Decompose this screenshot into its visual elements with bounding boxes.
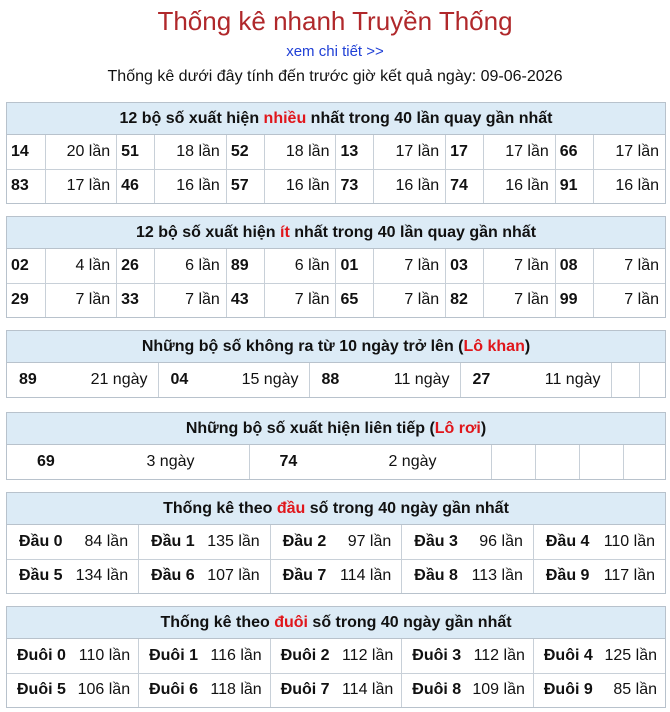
lo-khan-table (7, 363, 665, 397)
head-digit-label: Đầu 3 (414, 532, 458, 550)
head-digit-count: 96 lần (479, 532, 523, 550)
list-item (270, 673, 402, 707)
list-item (158, 363, 309, 397)
tail-digit-count: 112 lần (341, 646, 394, 664)
tail-digit-label: Đuôi 0 (17, 646, 66, 664)
pair-count: 17 lần (374, 135, 446, 169)
pair-days: 15 ngày (241, 371, 299, 388)
stats-date-line: Thống kê dưới đây tính đến trước giờ kết quả ngày: 09-06-2026 (107, 68, 563, 85)
tail-digit-count: 118 lần (210, 681, 262, 699)
pair-number: 08 (555, 249, 593, 283)
pair-days: 21 ngày (90, 371, 148, 388)
empty-cell (579, 445, 623, 479)
most-frequent-table (7, 135, 665, 203)
duoi-table (7, 639, 665, 707)
pair-number: 01 (336, 249, 374, 283)
list-item (402, 525, 534, 559)
list-item (533, 525, 665, 559)
pair-number: 65 (336, 283, 374, 317)
list-item (7, 559, 139, 593)
list-item (402, 639, 534, 673)
head-digit-count: 135 lần (207, 532, 260, 550)
duoi-heading: Thống kê theo đuôi số trong 40 ngày gần nhất (7, 607, 665, 639)
table-row (7, 135, 665, 169)
tail-digit-label: Đuôi 3 (412, 646, 462, 664)
head-digit-label: Đầu 2 (282, 532, 327, 550)
head-digit-label: Đầu 6 (151, 567, 195, 585)
least-frequent-heading: 12 bộ số xuất hiện ít nhất trong 40 lần quay gần nhất (7, 217, 665, 249)
empty-cell (623, 445, 665, 479)
table-row (7, 559, 665, 593)
head-digit-count: 113 lần (471, 567, 523, 585)
pair-count: 7 lần (155, 283, 227, 317)
pair-number: 88 (321, 371, 340, 388)
pair-number: 74 (279, 453, 298, 470)
lo-roi-heading: Những bộ số xuất hiện liên tiếp (Lô rơi) (7, 413, 665, 445)
head-digit-label: Đầu 1 (151, 532, 195, 550)
pair-count: 16 lần (484, 169, 556, 203)
pair-number: 13 (336, 135, 374, 169)
list-item (139, 559, 271, 593)
pair-count: 7 lần (484, 283, 556, 317)
list-item (533, 559, 665, 593)
pair-number: 69 (37, 453, 55, 470)
head-digit-count: 117 lần (603, 567, 655, 585)
list-item (533, 639, 665, 673)
list-item (402, 673, 534, 707)
dau-table (7, 525, 665, 593)
list-item (270, 559, 402, 593)
duoi-section (6, 606, 666, 708)
pair-number: 46 (117, 169, 155, 203)
head-digit-count: 134 lần (75, 567, 129, 585)
pair-count: 7 lần (374, 249, 446, 283)
pair-number: 74 (446, 169, 484, 203)
lo-roi-section (6, 412, 666, 480)
pair-number: 57 (226, 169, 264, 203)
pair-number: 04 (170, 371, 189, 388)
page-title: Thống kê nhanh Truyền Thống (157, 6, 513, 36)
tail-digit-label: Đuôi 5 (17, 681, 66, 699)
list-item (533, 673, 665, 707)
least-frequent-table (7, 249, 665, 317)
pair-number: 02 (7, 249, 45, 283)
list-item (139, 525, 271, 559)
list-item (7, 445, 249, 479)
pair-count: 7 lần (593, 249, 665, 283)
list-item (7, 673, 139, 707)
pair-number: 83 (7, 169, 45, 203)
table-row (7, 525, 665, 559)
list-item (270, 525, 402, 559)
tail-digit-label: Đuôi 8 (412, 681, 462, 699)
pair-number: 27 (472, 371, 491, 388)
head-digit-label: Đầu 5 (19, 567, 63, 585)
empty-cell (639, 363, 665, 397)
tail-digit-count: 110 lần (78, 646, 131, 664)
lo-khan-section (6, 330, 666, 398)
pair-number: 89 (19, 371, 37, 388)
pair-number: 26 (117, 249, 155, 283)
tail-digit-label: Đuôi 2 (280, 646, 330, 664)
pair-count: 16 lần (155, 169, 227, 203)
head-digit-label: Đầu 4 (545, 532, 590, 550)
most-frequent-heading: 12 bộ số xuất hiện nhiều nhất trong 40 lần quay gần nhất (7, 103, 665, 135)
tail-digit-count: 114 lần (341, 681, 394, 699)
tail-digit-count: 112 lần (473, 646, 525, 664)
least-frequent-section (6, 216, 666, 318)
pair-count: 7 lần (484, 249, 556, 283)
pair-number: 91 (555, 169, 593, 203)
head-digit-label: Đầu 9 (545, 567, 590, 585)
lo-roi-table (7, 445, 665, 479)
table-row (7, 283, 665, 317)
pair-count: 6 lần (155, 249, 227, 283)
tail-digit-count: 125 lần (604, 646, 657, 664)
head-digit-count: 97 lần (347, 532, 392, 550)
tail-digit-label: Đuôi 9 (543, 681, 593, 699)
pair-number: 43 (226, 283, 264, 317)
empty-cell (535, 445, 579, 479)
pair-number: 89 (226, 249, 264, 283)
head-digit-label: Đầu 0 (19, 532, 63, 550)
pair-count: 7 lần (593, 283, 665, 317)
tail-digit-count: 116 lần (210, 646, 262, 664)
pair-count: 17 lần (45, 169, 117, 203)
empty-cell (491, 445, 535, 479)
pair-count: 4 lần (45, 249, 117, 283)
tail-digit-label: Đuôi 1 (149, 646, 198, 664)
pair-number: 51 (117, 135, 155, 169)
head-digit-count: 114 lần (339, 567, 392, 585)
list-item (7, 525, 139, 559)
head-digit-count: 110 lần (603, 532, 655, 550)
list-item (309, 363, 460, 397)
pair-count: 18 lần (264, 135, 336, 169)
pair-days: 11 ngày (544, 371, 601, 388)
pair-number: 17 (446, 135, 484, 169)
pair-number: 33 (117, 283, 155, 317)
list-item (139, 673, 271, 707)
dau-heading: Thống kê theo đầu số trong 40 ngày gần nhất (7, 493, 665, 525)
pair-count: 17 lần (593, 135, 665, 169)
table-row (7, 445, 665, 479)
empty-cell (611, 363, 639, 397)
table-row (7, 639, 665, 673)
list-item (460, 363, 611, 397)
pair-count: 7 lần (264, 283, 336, 317)
tail-digit-count: 85 lần (613, 681, 657, 699)
pair-number: 03 (446, 249, 484, 283)
lo-khan-heading: Những bộ số không ra từ 10 ngày trở lên (Lô khan) (7, 331, 665, 363)
pair-number: 14 (7, 135, 45, 169)
list-item (139, 639, 271, 673)
list-item (402, 559, 534, 593)
table-row (7, 169, 665, 203)
pair-count: 6 lần (264, 249, 336, 283)
pair-days: 11 ngày (393, 371, 450, 388)
pair-days: 2 ngày (388, 453, 437, 470)
pair-number: 66 (555, 135, 593, 169)
most-frequent-section (6, 102, 666, 204)
tail-digit-label: Đuôi 6 (149, 681, 198, 699)
tail-digit-label: Đuôi 4 (543, 646, 593, 664)
pair-count: 7 lần (374, 283, 446, 317)
table-row (7, 363, 665, 397)
pair-number: 52 (226, 135, 264, 169)
pair-number: 29 (7, 283, 45, 317)
pair-count: 16 lần (593, 169, 665, 203)
pair-number: 73 (336, 169, 374, 203)
list-item (7, 639, 139, 673)
pair-count: 18 lần (155, 135, 227, 169)
pair-count: 20 lần (45, 135, 117, 169)
head-digit-label: Đầu 8 (414, 567, 458, 585)
tail-digit-count: 109 lần (472, 681, 525, 699)
pair-count: 17 lần (484, 135, 556, 169)
table-row (7, 249, 665, 283)
list-item (270, 639, 402, 673)
table-row (7, 673, 665, 707)
list-item (249, 445, 491, 479)
tail-digit-count: 106 lần (77, 681, 131, 699)
pair-number: 99 (555, 283, 593, 317)
pair-number: 82 (446, 283, 484, 317)
pair-days: 3 ngày (146, 453, 195, 470)
tail-digit-label: Đuôi 7 (280, 681, 330, 699)
head-digit-count: 84 lần (84, 532, 129, 550)
pair-count: 7 lần (45, 283, 117, 317)
pair-count: 16 lần (264, 169, 336, 203)
list-item (7, 363, 158, 397)
head-digit-count: 107 lần (207, 567, 260, 585)
dau-section (6, 492, 666, 594)
pair-count: 16 lần (374, 169, 446, 203)
head-digit-label: Đầu 7 (282, 567, 327, 585)
detail-link[interactable]: xem chi tiết >> (286, 43, 384, 60)
